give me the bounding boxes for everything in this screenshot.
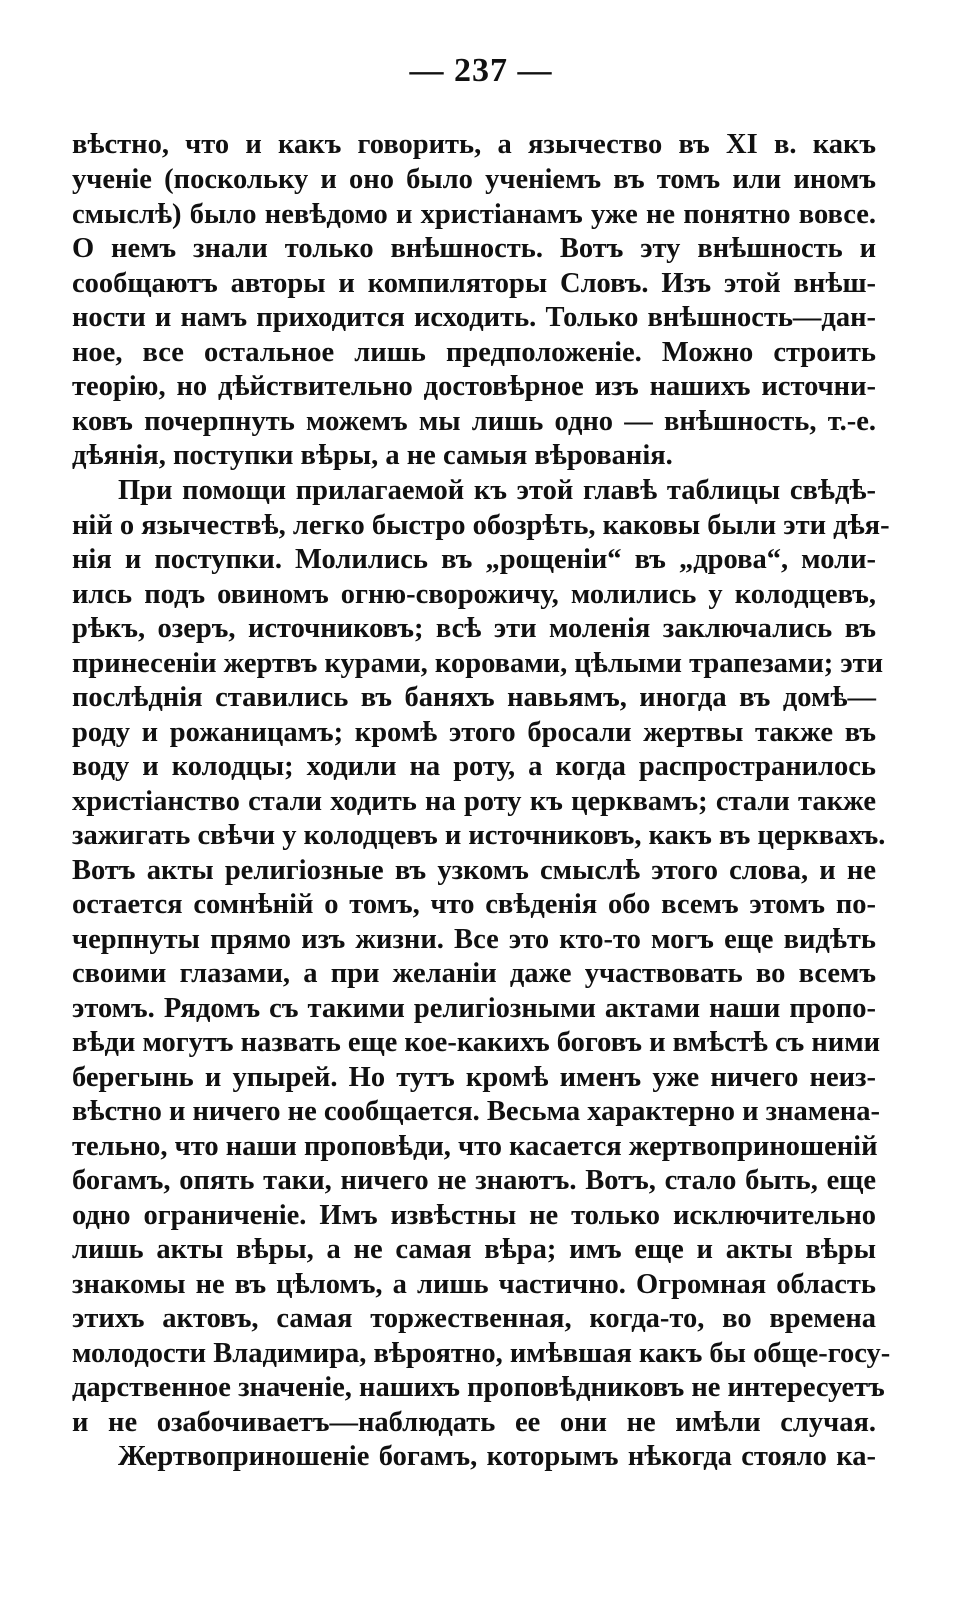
- text-line: вѣди могутъ назвать еще кое-какихъ боговъ и вмѣстѣ съ ними: [72, 1027, 881, 1058]
- text-line: нія и поступки. Молились въ „рощеніи“ въ „дрова“, моли-: [72, 544, 876, 575]
- text-line: сообщаютъ авторы и компиляторы Словъ. Изъ этой внѣш-: [72, 268, 876, 299]
- text-line: смыслѣ) было невѣдомо и христіанамъ уже не понятно вовсе.: [72, 199, 876, 230]
- text-line: теорію, но дѣйствительно достовѣрное изъ нашихъ источни-: [72, 371, 876, 402]
- text-line: лишь акты вѣры, а не самая вѣра; имъ еще и акты вѣры: [72, 1234, 876, 1265]
- text-line: воду и колодцы; ходили на роту, а когда распространилось: [72, 751, 876, 782]
- text-line: ности и намъ приходится исходить. Только внѣшность—дан-: [72, 302, 876, 333]
- text-line: знакомы не въ цѣломъ, а лишь частично. Огромная область: [72, 1269, 876, 1300]
- text-line: молодости Владимира, вѣроятно, имѣвшая какъ бы обще-госу-: [72, 1338, 891, 1369]
- text-line: ковъ почерпнуть можемъ мы лишь одно — внѣшность, т.-е.: [72, 406, 876, 437]
- text-line: одно ограниченіе. Имъ извѣстны не только исключительно: [72, 1200, 876, 1231]
- text-line: и не озабочиваетъ—наблюдать ее они не имѣли случая.: [72, 1407, 876, 1438]
- text-line: Вотъ акты религіозные въ узкомъ смыслѣ этого слова, и не: [72, 855, 876, 886]
- text-line: принесеніи жертвъ курами, коровами, цѣлыми трапезами; эти: [72, 648, 884, 679]
- text-line: илсь подъ овиномъ огню-сворожичу, молились у колодцевъ,: [72, 579, 876, 610]
- text-line: черпнуты прямо изъ жизни. Все это кто-то могъ еще видѣть: [72, 924, 876, 955]
- text-line: ній о язычествѣ, легко быстро обозрѣть, каковы были эти дѣя-: [72, 510, 890, 541]
- text-line: этихъ актовъ, самая торжественная, когда-то, во времена: [72, 1303, 876, 1334]
- text-line: роду и рожаницамъ; кромѣ этого бросали жертвы также въ: [72, 717, 876, 748]
- text-line: ное, все остальное лишь предположеніе. Можно строить: [72, 337, 876, 368]
- page-number: — 237 —: [409, 52, 553, 89]
- text-line: послѣднія ставились въ баняхъ навьямъ, иногда въ домѣ—: [72, 682, 876, 713]
- text-line: дѣянія, поступки вѣры, а не самыя вѣрованія.: [72, 440, 673, 471]
- text-line: христіанство стали ходить на роту къ церквамъ; стали также: [72, 786, 876, 817]
- text-line: этомъ. Рядомъ съ такими религіозными актами наши пропо-: [72, 993, 876, 1024]
- text-line: вѣстно и ничего не сообщается. Весьма характерно и знамена-: [72, 1096, 881, 1127]
- text-line: остается сомнѣній о томъ, что свѣденія обо всемъ этомъ по-: [72, 889, 876, 920]
- text-line: богамъ, опять таки, ничего не знаютъ. Вотъ, стало быть, еще: [72, 1165, 876, 1196]
- text-line: берегынь и упырей. Но тутъ кромѣ именъ уже ничего неиз-: [72, 1062, 876, 1093]
- text-line: ученіе (поскольку и оно было ученіемъ въ томъ или иномъ: [72, 164, 876, 195]
- text-line: зажигать свѣчи у колодцевъ и источниковъ, какъ въ церквахъ.: [72, 820, 886, 851]
- text-line: рѣкъ, озеръ, источниковъ; всѣ эти моленія заключались въ: [72, 613, 876, 644]
- text-line: вѣстно, что и какъ говорить, а язычество въ XI в. какъ: [72, 129, 876, 160]
- text-line: О немъ знали только внѣшность. Вотъ эту внѣшность и: [72, 233, 876, 264]
- text-line: тельно, что наши проповѣди, что касается жертвоприношеній: [72, 1131, 878, 1162]
- text-line: дарственное значеніе, нашихъ проповѣдниковъ не интересуетъ: [72, 1372, 885, 1403]
- text-line: Жертвоприношеніе богамъ, которымъ нѣкогда стояло ка-: [118, 1441, 876, 1472]
- text-line: своими глазами, а при желаніи даже участвовать во всемъ: [72, 958, 876, 989]
- text-line: При помощи прилагаемой къ этой главѣ таблицы свѣдѣ-: [118, 475, 876, 506]
